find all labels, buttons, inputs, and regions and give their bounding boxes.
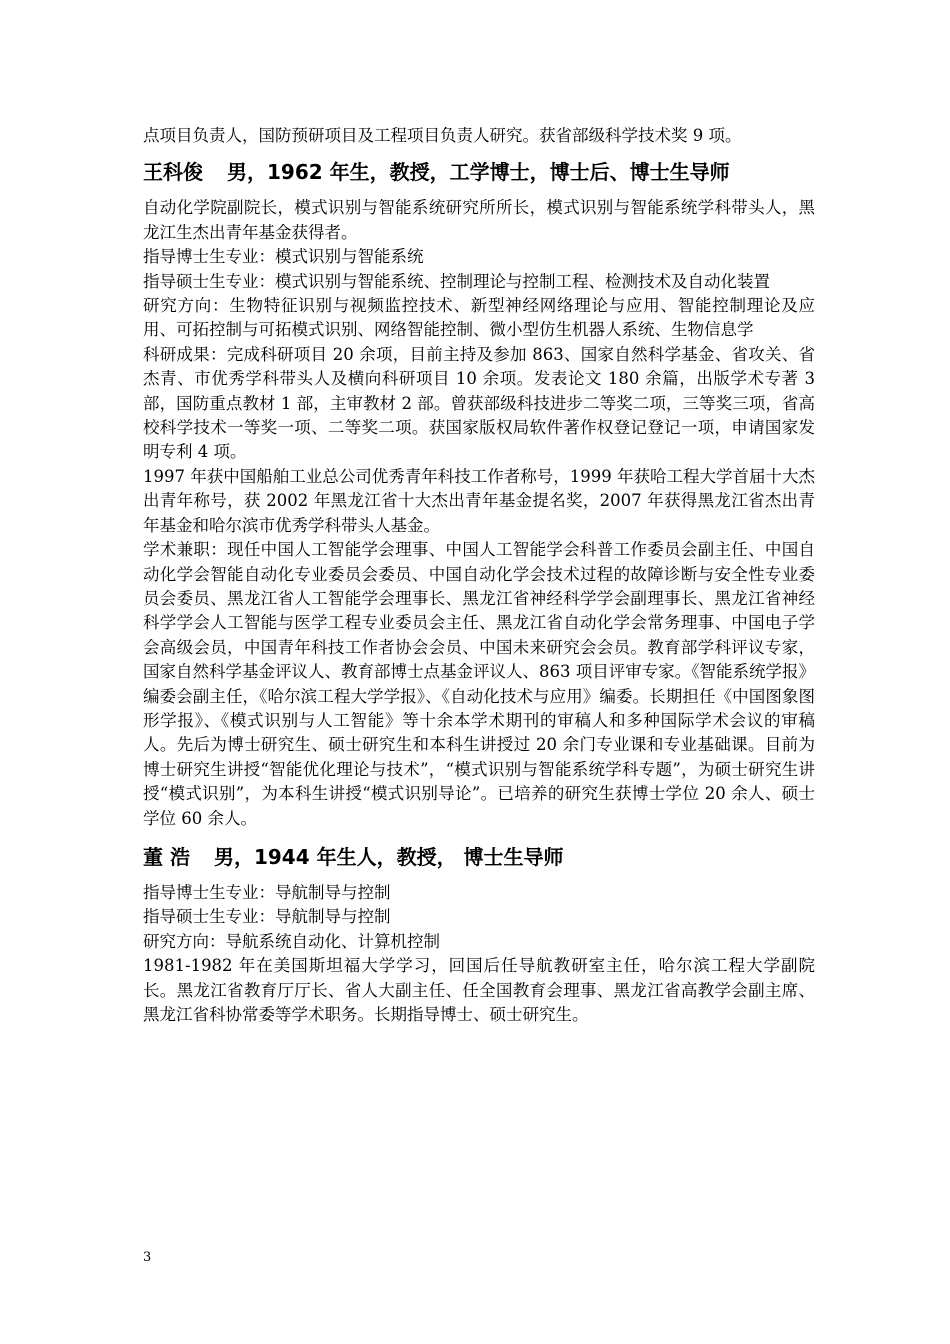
paragraph: 学术兼职：现任中国人工智能学会理事、中国人工智能学会科普工作委员会副主任、中国自动化学会智能自动化专业委员会委员、中国自动化学会技术过程的故障诊断与安全性专业委员会委员、黑龙江省人工智能学会理事长、黑龙江省神经科学学会副理事长、黑龙江省神经科学学会人工智能与医学工程专业委员会主任、黑龙江省自动化学会常务理事、中国电子学会高级会员，中国青年科技工作者协会会员、中国未来研究会会员。教育部学科评议专家，国家自然科学基金评议人、教育部博士点基金评议人、863 项目评审专家。《智能系统学报》编委会副主任，《哈尔滨工程大学学报》、《自动化技术与应用》编委。长期担任《中国图象图形学报》、《模式识别与人工智能》等十余本学术期刊的审稿人和多种国际学术会议的审稿人。先后为博士研究生、硕士研究生和本科生讲授过 20 余门专业课和专业基础课。目前为博士研究生讲授“智能优化理论与技术”，“模式识别与智能系统学科专题”，为硕士研究生讲授“模式识别”，为本科生讲授“模式识别导论”。已培养的研究生获博士学位 20 余人、硕士学位 60 余人。 <box>143 540 815 828</box>
paragraph: 科研成果：完成科研项目 20 余项，目前主持及参加 863、国家自然科学基金、省攻关、省杰青、市优秀学科带头人及横向科研项目 10 余项。发表论文 180 余篇，出版学术专著 3 部，国防重点教材 1 部，主审教材 2 部。曾获部级科技进步二等奖二项，三等奖三项，省高校科学技术一等奖一项、二等奖二项。获国家版权局软件著作权登记登记一项，申请国家发明专利 4 项。 <box>143 344 815 462</box>
person-heading-wang <box>143 158 815 186</box>
intro-paragraph: 点项目负责人，国防预研项目及工程项目负责人研究。获省部级科学技术奖 9 项。 <box>143 126 742 145</box>
person-summary: 男，1944 年生人，教授， 博士生导师 <box>213 844 564 869</box>
paragraph: 指导博士生专业：模式识别与智能系统 <box>143 247 424 267</box>
paragraph: 研究方向：导航系统自动化、计算机控制 <box>143 931 440 951</box>
document-body <box>143 124 815 1027</box>
person-heading-dong <box>143 843 815 871</box>
person-name: 董 浩 <box>143 844 190 869</box>
person-name: 王科俊 <box>143 160 203 185</box>
person-summary: 男，1962 年生，教授，工学博士，博士后、博士生导师 <box>227 160 730 185</box>
paragraph: 1997 年获中国船舶工业总公司优秀青年科技工作者称号，1999 年获哈工程大学首届十大杰出青年称号，获 2002 年黑龙江省十大杰出青年基金提名奖，2007 年获得黑龙江省杰出青年基金和哈尔滨市优秀学科带头人基金。 <box>143 466 815 535</box>
paragraph: 指导硕士生专业：模式识别与智能系统、控制理论与控制工程、检测技术及自动化装置 <box>143 271 770 291</box>
paragraph: 指导博士生专业：导航制导与控制 <box>143 882 391 902</box>
paragraph: 自动化学院副院长，模式识别与智能系统研究所所长，模式识别与智能系统学科带头人，黑龙江生杰出青年基金获得者。 <box>143 198 815 242</box>
paragraph: 指导硕士生专业：导航制导与控制 <box>143 907 391 927</box>
page-number: 3 <box>143 1250 152 1265</box>
paragraph: 1981-1982 年在美国斯坦福大学学习，回国后任导航教研室主任，哈尔滨工程大学副院长。黑龙江省教育厅厅长、省人大副主任、任全国教育会理事、黑龙江省高教学会副主席、黑龙江省科协常委等学术职务。长期指导博士、硕士研究生。 <box>143 956 815 1024</box>
paragraph: 研究方向：生物特征识别与视频监控技术、新型神经网络理论与应用、智能控制理论及应用、可拓控制与可拓模式识别、网络智能控制、微小型仿生机器人系统、生物信息学 <box>143 296 815 340</box>
